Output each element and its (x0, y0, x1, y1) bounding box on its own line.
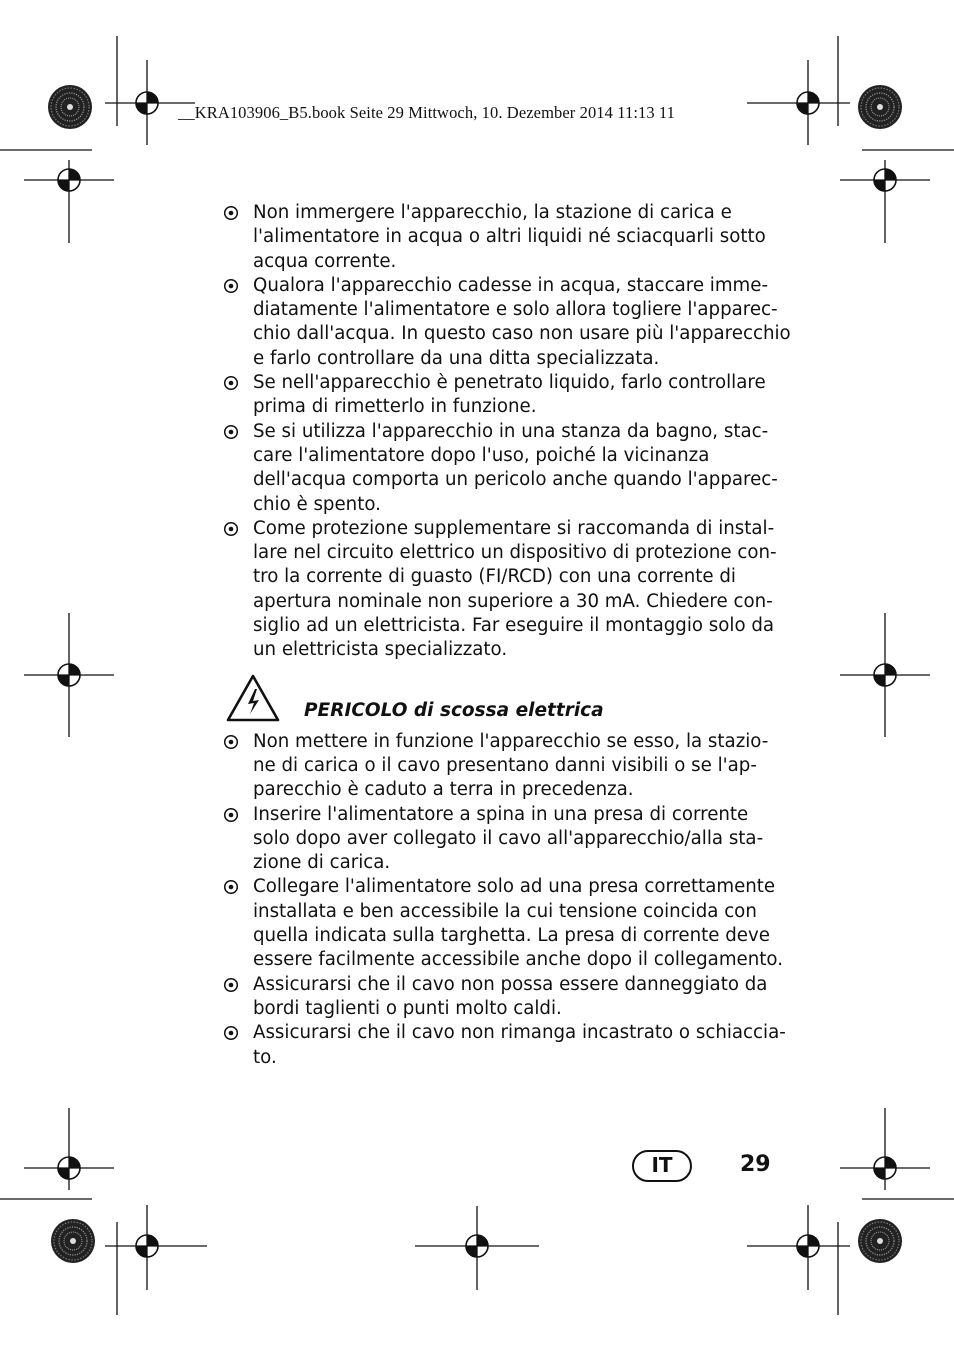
list-item (222, 201, 782, 274)
list-item (222, 973, 782, 1022)
item-text-line: l'alimentatore in acqua o altri liquidi né sciacquarli sotto (253, 226, 766, 248)
safety-instructions (222, 201, 791, 1070)
item-text-line: Assicurarsi che il cavo non possa essere danneggiato da (253, 973, 768, 995)
list-item (222, 517, 782, 663)
safety-list-2 (222, 730, 786, 1070)
item-text-line: zione di carica. (253, 852, 391, 874)
circle-bullet-icon (223, 1025, 239, 1041)
item-text-line: bordi taglienti o punti molto caldi. (253, 997, 562, 1019)
item-text-line: diatamente l'alimentatore e solo allora togliere l'apparec- (253, 299, 778, 321)
item-text-line: quella indicata sulla targhetta. La presa di corrente deve (253, 925, 770, 947)
page-number: 29 (740, 1152, 771, 1177)
item-text-line: to. (253, 1046, 277, 1068)
item-text-line: Non mettere in funzione l'apparecchio se esso, la stazio- (253, 730, 769, 752)
item-text-line: Se nell'apparecchio è penetrato liquido, farlo controllare (253, 372, 766, 394)
circle-bullet-icon (223, 205, 239, 221)
list-item (222, 371, 782, 420)
language-badge: IT (632, 1150, 692, 1182)
print-header: __KRA103906_B5.book Seite 29 Mittwoch, 10. Dezember 2014 11:13 11 (178, 103, 676, 122)
item-text-line: dell'acqua comporta un pericolo anche quando l'apparec- (253, 469, 778, 491)
circle-bullet-icon (223, 375, 239, 391)
item-text-line: un elettricista specializzato. (253, 639, 508, 661)
list-item (222, 803, 782, 876)
item-text-line: e farlo controllare da una ditta specializzata. (253, 347, 660, 369)
item-text-line: Se si utilizza l'apparecchio in una stanza da bagno, stac- (253, 420, 769, 442)
item-text-line: Inserire l'alimentatore a spina in una presa di corrente (253, 803, 749, 825)
item-text-line: ne di carica o il cavo presentano danni visibili o se l'ap- (253, 754, 757, 776)
item-text-line: prima di rimetterlo in funzione. (253, 396, 537, 418)
electric-shock-warning-icon (226, 674, 280, 722)
list-item (222, 1021, 786, 1070)
list-item (222, 730, 782, 803)
item-text-line: Come protezione supplementare si raccomanda di instal- (253, 517, 775, 539)
item-text-line: Qualora l'apparecchio cadesse in acqua, staccare imme- (253, 274, 769, 296)
item-text-line: siglio ad un elettricista. Far eseguire il montaggio solo da (253, 615, 775, 637)
item-text-line: tro la corrente di guasto (FI/RCD) con una corrente di (253, 566, 736, 588)
circle-bullet-icon (223, 977, 239, 993)
item-text-line: Assicurarsi che il cavo non rimanga incastrato o schiaccia- (253, 1022, 786, 1044)
circle-bullet-icon (223, 879, 239, 895)
circle-bullet-icon (223, 807, 239, 823)
list-item (222, 875, 782, 972)
item-text-line: parecchio è caduto a terra in precedenza. (253, 779, 634, 801)
circle-bullet-icon (223, 521, 239, 537)
item-text-line: installata e ben accessibile la cui tensione coincida con (253, 900, 757, 922)
item-text-line: chio dall'acqua. In questo caso non usare più l'apparecchio (253, 323, 791, 345)
circle-bullet-icon (223, 424, 239, 440)
item-text-line: care l'alimentatore dopo l'uso, poiché la vicinanza (253, 444, 710, 466)
item-text-line: essere facilmente accessibile anche dopo il collegamento. (253, 949, 783, 971)
item-text-line: Non immergere l'apparecchio, la stazione di carica e (253, 202, 732, 223)
circle-bullet-icon (223, 734, 239, 750)
safety-list-1 (222, 201, 791, 663)
circle-bullet-icon (223, 278, 239, 294)
list-item (222, 420, 782, 517)
item-text-line: acqua corrente. (253, 250, 397, 272)
item-text-line: lare nel circuito elettrico un dispositivo di protezione con- (253, 542, 777, 564)
item-text-line: chio è spento. (253, 493, 381, 515)
list-item (222, 274, 791, 371)
item-text-line: apertura nominale non superiore a 30 mA. Chiedere con- (253, 590, 773, 612)
warning-heading (222, 674, 782, 730)
warning-title: PERICOLO di scossa elettrica (304, 699, 604, 721)
item-text-line: Collegare l'alimentatore solo ad una presa correttamente (253, 876, 776, 898)
item-text-line: solo dopo aver collegato il cavo all'apparecchio/alla sta- (253, 827, 764, 849)
